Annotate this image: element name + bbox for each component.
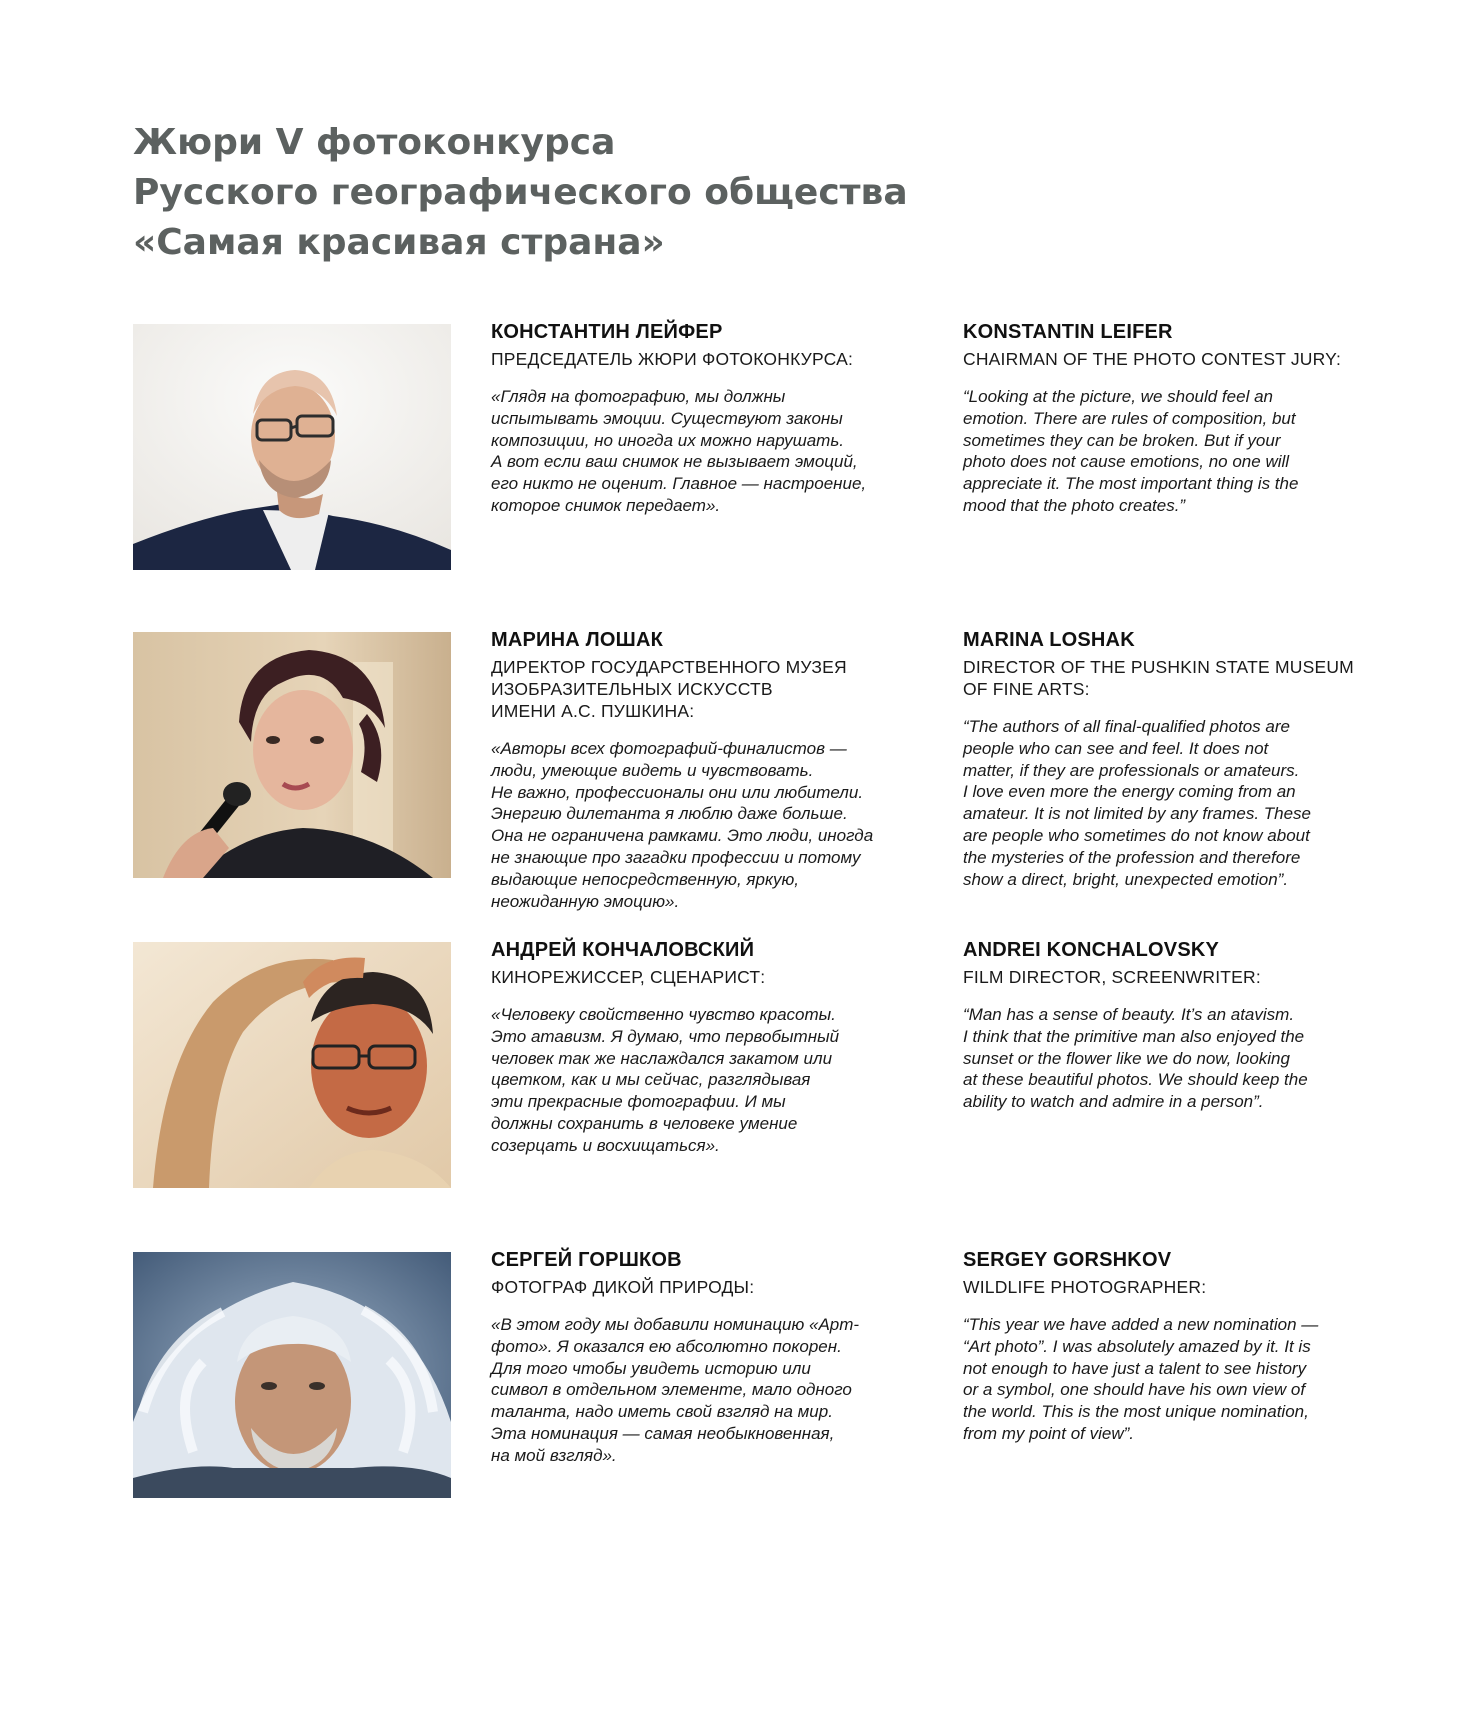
jury-role-ru: ФОТОГРАФ ДИКОЙ ПРИРОДЫ: bbox=[491, 1277, 755, 1297]
jury-name-en: ANDREI KONCHALOVSKY bbox=[963, 939, 1220, 961]
bio-ru bbox=[491, 938, 941, 1157]
jury-role-en: FILM DIRECTOR, SCREENWRITER: bbox=[963, 967, 1261, 987]
jury-name-ru: СЕРГЕЙ ГОРШКОВ bbox=[491, 1249, 682, 1271]
portrait-photo bbox=[133, 632, 451, 878]
bio-en bbox=[963, 1248, 1393, 1445]
jury-entry bbox=[133, 321, 1393, 574]
jury-entry bbox=[133, 1249, 1393, 1502]
jury-quote-en: “The authors of all final-qualified photos are people who can see and feel. It does not matter, if they are professionals or amateurs. I love even more the energy coming from an amateur. It is not limited by any frames. These are people who sometimes do not know about the mysteries of the profession and therefore show a direct, bright, unexpected emotion”. bbox=[963, 717, 1312, 889]
jury-quote-ru: «Глядя на фотографию, мы должны испытывать эмоции. Существуют законы композиции, но иногда их можно нарушать. А вот если ваш снимок не вызывает эмоций, его никто не оценит. Главное — настроение, которое снимок передает». bbox=[491, 387, 867, 515]
jury-name-en: SERGEY GORSHKOV bbox=[963, 1249, 1172, 1271]
jury-name-ru: КОНСТАНТИН ЛЕЙФЕР bbox=[491, 321, 723, 343]
title-line-2: Русского географического общества bbox=[133, 172, 908, 213]
jury-role-en: CHAIRMAN OF THE PHOTO CONTEST JURY: bbox=[963, 349, 1342, 369]
jury-entry bbox=[133, 939, 1393, 1192]
page-title bbox=[133, 118, 908, 268]
jury-quote-ru: «Человеку свойственно чувство красоты. Это атавизм. Я думаю, что первобытный человек так же наслаждался закатом или цветком, как и мы сейчас, разглядывая эти прекрасные фотографии. И мы должны сохранить в человеке умение созерцать и восхищаться». bbox=[491, 1005, 840, 1155]
jury-quote-ru: «Авторы всех фотографий-финалистов — люди, умеющие видеть и чувствовать. Не важно, профессионалы они или любители. Энергию дилетанта я люблю даже больше. Она не ограничена рамками. Это люди, иногда не знающие про загадки профессии и потому выдающие непосредственную, яркую, неожиданную эмоцию». bbox=[491, 739, 874, 911]
portrait-photo bbox=[133, 942, 451, 1188]
jury-name-en: KONSTANTIN LEIFER bbox=[963, 321, 1173, 343]
jury-name-ru: МАРИНА ЛОШАК bbox=[491, 629, 663, 651]
jury-role-en: WILDLIFE PHOTOGRAPHER: bbox=[963, 1277, 1207, 1297]
jury-name-en: MARINA LOSHAK bbox=[963, 629, 1135, 651]
jury-quote-en: “Man has a sense of beauty. It’s an atavism. I think that the primitive man also enjoyed the sunset or the flower like we do now, looking at these beautiful photos. We should keep the ability to watch and admire in a person”. bbox=[963, 1005, 1308, 1112]
jury-quote-ru: «В этом году мы добавили номинацию «Арт- фото». Я оказался ею абсолютно покорен. Для того чтобы увидеть историю или символ в отдельном элементе, мало одного таланта, надо иметь свой взгляд на мир. Эта номинация — самая необыкновенная, на мой взгляд». bbox=[491, 1315, 860, 1465]
bio-en bbox=[963, 320, 1393, 517]
jury-entry bbox=[133, 629, 1393, 911]
jury-role-ru: ПРЕДСЕДАТЕЛЬ ЖЮРИ ФОТОКОНКУРСА: bbox=[491, 349, 854, 369]
bio-ru bbox=[491, 1248, 941, 1467]
bio-en bbox=[963, 628, 1393, 890]
portrait-photo bbox=[133, 1252, 451, 1498]
jury-quote-en: “Looking at the picture, we should feel an emotion. There are rules of composition, but sometimes they can be broken. But if your photo does not cause emotions, no one will appreciate it. The most important thing is the mood that the photo creates.” bbox=[963, 387, 1299, 515]
jury-quote-en: “This year we have added a new nomination — “Art photo”. I was absolutely amazed by it. It is not enough to have just a talent to see history or a symbol, one should have his own view of the world. This is the most unique nomination, from my point of view”. bbox=[963, 1315, 1319, 1443]
title-line-3: «Самая красивая страна» bbox=[133, 222, 665, 263]
jury-name-ru: АНДРЕЙ КОНЧАЛОВСКИЙ bbox=[491, 939, 755, 961]
jury-role-ru: КИНОРЕЖИССЕР, СЦЕНАРИСТ: bbox=[491, 967, 766, 987]
jury-role-en: DIRECTOR OF THE PUSHKIN STATE MUSEUM OF FINE ARTS: bbox=[963, 657, 1354, 699]
bio-en bbox=[963, 938, 1393, 1113]
jury-role-ru: ДИРЕКТОР ГОСУДАРСТВЕННОГО МУЗЕЯ ИЗОБРАЗИТЕЛЬНЫХ ИСКУССТВ ИМЕНИ А.С. ПУШКИНА: bbox=[491, 657, 847, 721]
title-line-1: Жюри V фотоконкурса bbox=[133, 122, 616, 163]
portrait-photo bbox=[133, 324, 451, 570]
bio-ru bbox=[491, 320, 941, 517]
bio-ru bbox=[491, 628, 941, 912]
